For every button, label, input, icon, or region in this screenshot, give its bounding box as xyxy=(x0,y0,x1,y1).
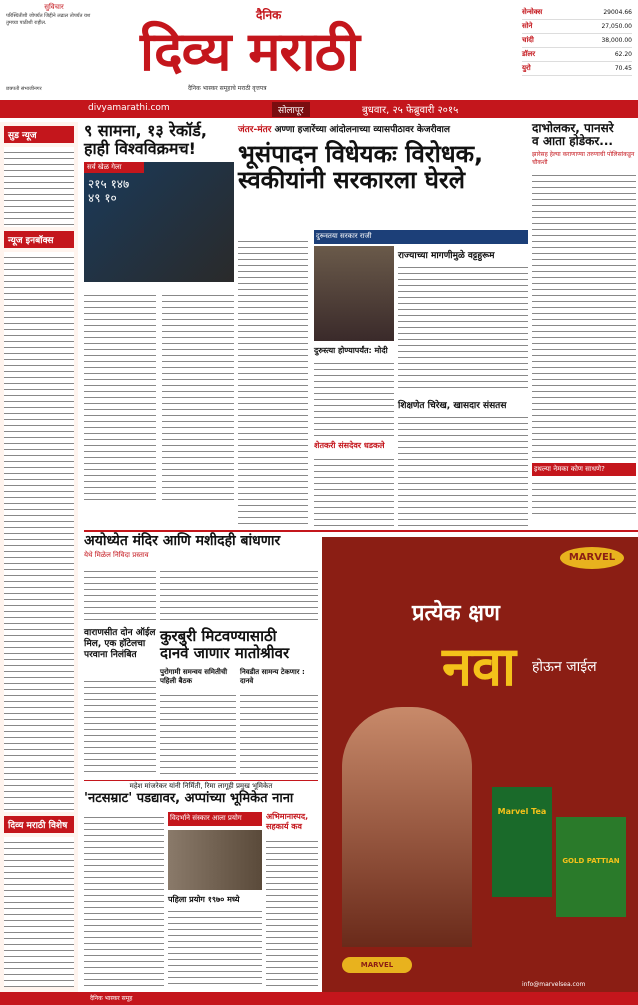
rajya-head: राज्याच्या मागणीमुळे वट्टहुरूम xyxy=(398,251,495,261)
abhimaan-head: अभिमानास्पद, सहकार्य कव xyxy=(266,812,309,831)
inbox-header: न्यूज इनबॉक्स xyxy=(4,231,74,248)
vidharbha-head: विदर्भाने संस्कार आला प्रयोग xyxy=(168,812,262,826)
logo-name: दिव्य मराठी xyxy=(140,19,359,83)
lead-text-1 xyxy=(238,236,308,526)
sports-section xyxy=(84,122,234,502)
right-box-head: इथल्या नेमका कोण साधणे? xyxy=(532,463,636,476)
kurbani-text-2 xyxy=(240,690,318,776)
left-column xyxy=(0,122,78,1000)
ayodhya-sub: येथे मिळेल निविदा प्रस्ताव xyxy=(84,551,149,560)
divider xyxy=(84,530,638,532)
ad-brand-logo: MARVEL xyxy=(560,547,624,569)
score-box: २१५ १४७ ४९ १० xyxy=(88,177,130,205)
right-text xyxy=(532,170,636,460)
sports-headline-1: ९ सामना, १३ रेकॉर्ड, xyxy=(84,121,207,140)
abhimaan-text xyxy=(266,836,318,988)
market-box xyxy=(522,6,632,76)
rajya-text xyxy=(398,262,528,392)
logo-prefix: दैनिक xyxy=(256,8,282,22)
kurbani-text-1 xyxy=(160,690,236,776)
kurbani-col1-head: पुरोगामी समन्वय समितीची पहिली बैठक xyxy=(160,668,228,685)
lead-headline-2: स्वकीयांनी सरकारला घेरले xyxy=(238,166,465,195)
market-row: सोने 27,050.00 xyxy=(522,20,632,34)
quote-text: परिस्थितीशी जोपर्यंत जिद्दीने लढाल तोपर्यंत यश तुमच्या पाठीशी राहील. xyxy=(6,13,91,26)
ad-model-photo xyxy=(342,707,472,947)
market-row: सेन्सेक्स 29004.66 xyxy=(522,6,632,20)
natsamrat-text xyxy=(84,812,164,988)
special-body xyxy=(4,837,74,987)
date-bar xyxy=(0,100,638,118)
mid-text xyxy=(314,358,394,438)
kurbani-headline-1: कुरबुरी मिटवण्यासाठी xyxy=(160,627,277,645)
quote-title: सुविचार xyxy=(44,3,64,11)
shiks-head: शिक्षणेत चिरेख, खासदार संसतस xyxy=(398,401,507,411)
setkari-text xyxy=(314,454,394,526)
jantar-subhead: अण्णा हजारेंच्या आंदोलनाच्या व्यासपीठावर केजरीवाल xyxy=(274,125,450,135)
natsamrat-kicker: महेश मांजरेकर यांनी निर्मिती, रिमा लागूही प्रमुख भूमिकेत xyxy=(129,782,273,790)
ad-url: info@marvelsea.com xyxy=(522,981,586,988)
mid-bar: दुरूस्तया सरकार राजी xyxy=(314,230,528,244)
ayodhya-text-1 xyxy=(84,566,156,624)
divider xyxy=(84,780,318,781)
varanasi-head: वाराणसीत दोन ऑईल मिल, एक हॉटेलचा परवाना निलंबित xyxy=(84,628,156,660)
right-headline-2: व आता होडेकर... xyxy=(532,134,613,149)
market-row: डॉलर 62.20 xyxy=(522,48,632,62)
sports-photo xyxy=(84,162,234,282)
lead-headline-1: भूसंपादन विधेयकः विरोधक, xyxy=(238,140,484,168)
lead-story xyxy=(238,122,528,232)
sports-text-2 xyxy=(162,290,234,500)
footer-bar: दैनिक भास्कर समूह xyxy=(0,992,638,1005)
market-row: चांदी 38,000.00 xyxy=(522,34,632,48)
ad-pack-1: Marvel Tea xyxy=(492,787,552,897)
mid-subhead: दुरुस्त्या होण्यापर्यंत: मोदी xyxy=(314,346,388,355)
shiks-text xyxy=(398,412,528,526)
setkari-head: शेतकरी संसदेवर धडकले xyxy=(314,441,385,450)
right-sub: झारेसह हेल्या कराणाण्या तरुणाची पोलिसांकडून चौकशी xyxy=(532,151,635,167)
marvel-tea-ad[interactable] xyxy=(322,537,638,1000)
market-row: युरो 70.45 xyxy=(522,62,632,76)
sudnews-body xyxy=(4,147,74,227)
ayodhya-text-2 xyxy=(160,566,318,624)
city-label: सोलापूर xyxy=(272,102,310,117)
ad-line-1: प्रत्येक क्षण xyxy=(412,601,500,626)
natsamrat-headline: 'नटसम्राट' पडद्यावर, अप्पांच्या भूमिकेत नाना xyxy=(84,791,294,806)
kurbani-story xyxy=(160,628,318,661)
right-story xyxy=(532,122,636,532)
actors-photo xyxy=(168,830,262,890)
score-label: सर्व खेळ गेला xyxy=(84,162,144,173)
logo xyxy=(128,6,468,92)
ad-logo-small: MARVEL xyxy=(342,957,412,973)
date-label: बुधवार, २५ फेब्रुवारी २०१५ xyxy=(362,105,459,116)
kurbani-headline-2: दानवे जाणार मातोश्रीवर xyxy=(160,643,290,662)
right-headline-1: दाभोलकर, पानसरे xyxy=(532,121,614,135)
special-header: दिव्य मराठी विशेष xyxy=(4,816,74,833)
sudnews-header: सुड न्यूज xyxy=(4,126,74,143)
ayodhya-headline: अयोध्येत मंदिर आणि मशीदही बांधणार xyxy=(84,533,281,549)
ad-line-3: होऊन जाईल xyxy=(532,659,597,675)
inbox-body xyxy=(4,252,74,812)
subscribe-box xyxy=(6,4,102,27)
sports-text-1 xyxy=(84,290,156,500)
kurbani-col2-head: निवडीत सामन्य टेकणार : दानवे xyxy=(240,668,305,685)
protest-photo xyxy=(314,246,394,341)
ad-pack-2: GOLD PATTIAN xyxy=(556,817,626,917)
pratik-head: पहिला प्रयोग १९७० मध्ये xyxy=(168,895,240,904)
masthead xyxy=(0,0,638,100)
ad-line-2: नवा xyxy=(442,635,516,698)
edition-label: छत्रपती संभाजीनगर xyxy=(6,86,42,92)
varanasi-text xyxy=(84,676,156,776)
sports-headline-2: हाही विश्वविक्रमच! xyxy=(84,138,196,158)
jantar-label: जंतर-मंतर xyxy=(238,125,272,135)
logo-tagline: दैनिक भास्कर समूहाचे मराठी वृत्तपत्र xyxy=(188,85,267,92)
ayodhya-story xyxy=(84,534,318,560)
website-link[interactable]: divyamarathi.com xyxy=(88,103,170,113)
right-box-text xyxy=(532,478,636,518)
pratik-text xyxy=(168,906,262,988)
